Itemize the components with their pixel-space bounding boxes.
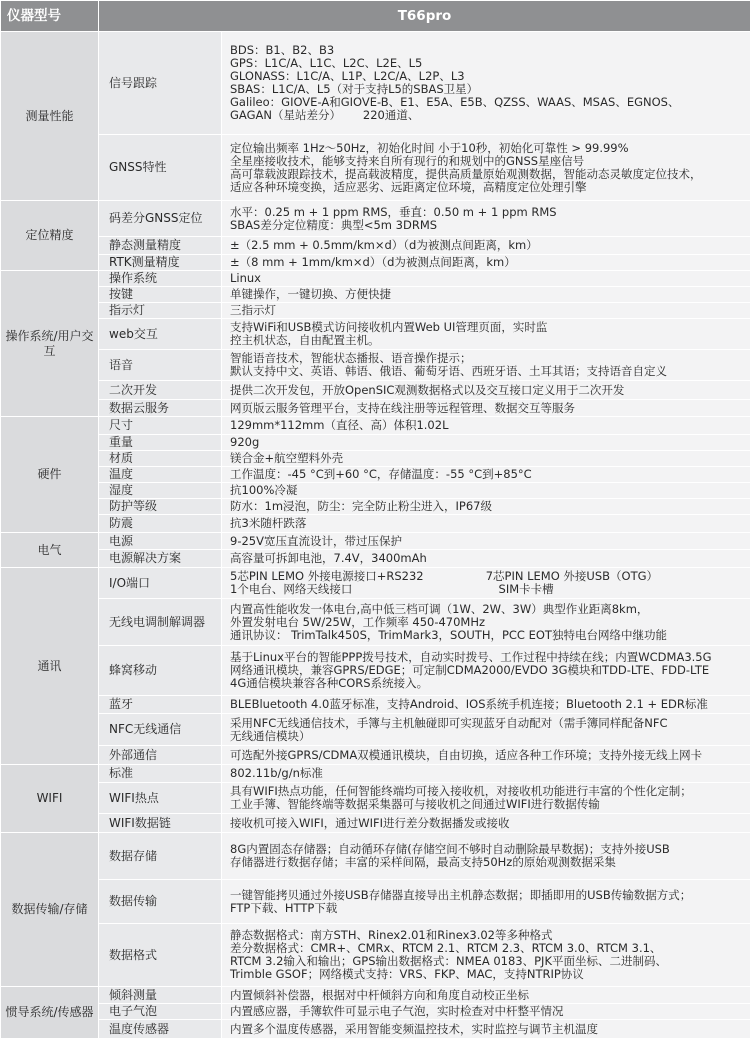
spec-value-line: 全星座接收技术，能够支持来自所有现行的和规划中的GNSS星座信号 <box>230 153 585 168</box>
spec-label: 二次开发 <box>99 381 222 400</box>
spec-value-line: 网络通讯模块，兼容GPRS/EDGE；可定制CDMA2000/EVDO 3G模块和TDD-LTE、FDD-LTE <box>230 663 710 677</box>
spec-value <box>222 746 750 765</box>
spec-value <box>222 303 750 319</box>
spec-row <box>1 435 750 451</box>
spec-value-line: 水平：0.25 m + 1 ppm RMS，垂直：0.50 m + 1 ppm RMS <box>230 204 557 219</box>
category-label: 定位精度 <box>1 201 99 271</box>
spec-value-line: 无线通信模块） <box>230 728 311 743</box>
spec-label: 标准 <box>99 765 222 783</box>
spec-value-line: 防水：1m浸泡，防尘：完全防止粉尘进入，IP67级 <box>230 499 492 513</box>
spec-row <box>1 599 750 646</box>
spec-label: 电源 <box>99 533 222 550</box>
spec-value <box>222 515 750 533</box>
spec-value-line: 存储器进行数据存储；丰富的采样间隔，最高支持50Hz的原始观测数据采集 <box>230 855 616 869</box>
spec-value <box>222 319 750 350</box>
spec-value-line: 内置感应器，手簿软件可显示电子气泡，实时检查对中杆整平情况 <box>230 1004 564 1018</box>
spec-label: 电源解决方案 <box>99 550 222 568</box>
spec-value-line: 网页版云服务管理平台，支持在线注册等远程管理、数据交互等服务 <box>230 400 575 415</box>
spec-value <box>222 499 750 515</box>
spec-row <box>1 515 750 533</box>
spec-row <box>1 499 750 515</box>
spec-value-line: 智能语音技术，智能状态播报、语音操作提示； <box>230 351 472 365</box>
spec-value <box>222 400 750 417</box>
spec-value-line: SBAS：L1C/A、L5（对于支持L5的SBAS卫星） <box>230 82 479 96</box>
spec-value <box>222 271 750 287</box>
spec-value <box>222 924 750 987</box>
spec-value-line: 单键操作，一键切换、方便快捷 <box>230 287 391 301</box>
spec-row <box>1 533 750 550</box>
spec-value <box>222 350 750 381</box>
spec-value-line: 三指示灯 <box>230 303 276 317</box>
spec-value-line: SBAS差分定位精度：典型<5m 3DRMS <box>230 217 438 232</box>
spec-value <box>222 987 750 1004</box>
spec-row <box>1 568 750 599</box>
spec-value-line: 抗100%冷凝 <box>230 483 298 497</box>
spec-value <box>222 435 750 451</box>
spec-row <box>1 287 750 303</box>
spec-label: 数据格式 <box>99 924 222 987</box>
category-label: 测量性能 <box>1 32 99 201</box>
spec-value-line: 采用NFC无线通信技术，手簿与主机触碰即可实现蓝牙自动配对（需手簿同样配备NFC <box>230 715 668 730</box>
spec-value-line: 镁合金+航空塑料外壳 <box>230 451 344 465</box>
spec-value-line: Linux <box>230 271 261 285</box>
spec-value-line: 提供二次开发包，开放OpenSIC观测数据格式以及交互接口定义用于二次开发 <box>230 382 625 397</box>
spec-value-line: 1个电台、网络天线接口 SIM卡卡槽 <box>230 582 554 596</box>
spec-row <box>1 381 750 400</box>
spec-value <box>222 1004 750 1020</box>
spec-value-line: 内置倾斜补偿器，根据对中杆倾斜方向和角度自动校正坐标 <box>230 987 529 1002</box>
spec-row <box>1 814 750 833</box>
spec-value-line: 默认支持中文、英语、韩语、俄语、葡萄牙语、西班牙语、土耳其语；支持语音自定义 <box>230 364 667 378</box>
category-label: 通讯 <box>1 568 99 765</box>
spec-value-line: 控主机状态，自由配置主机。 <box>230 333 380 347</box>
spec-value-line: 静态数据格式：南方STH、Rinex2.01和Rinex3.02等多种格式 <box>230 928 553 942</box>
spec-row <box>1 714 750 746</box>
spec-value-line: 129mm*112mm（直径、高）体积1.02L <box>230 418 449 432</box>
spec-value <box>222 135 750 201</box>
spec-row <box>1 467 750 483</box>
spec-value <box>222 783 750 814</box>
spec-value-line: Galileo：GIOVE-A和GIOVE-B、E1、E5A、E5B、QZSS、WAAS、MSAS、EGNOS、 <box>230 95 680 109</box>
spec-value-line: 工业手簿、智能终端等数据采集器可与接收机之间通过WIFI进行数据传输 <box>230 797 600 811</box>
spec-value-line: 9-25V宽压直流设计，带过压保护 <box>230 533 402 548</box>
spec-value-line: 抗3米随杆跌落 <box>230 516 307 530</box>
spec-label: 语音 <box>99 350 222 381</box>
spec-value <box>222 287 750 303</box>
spec-row <box>1 32 750 135</box>
spec-label: 电子气泡 <box>99 1004 222 1020</box>
category-label: WIFI <box>1 765 99 833</box>
spec-value-line: GAGAN（星站差分） 220通道、 <box>230 108 420 122</box>
spec-row <box>1 783 750 814</box>
header-label: 仪器型号 <box>1 1 99 32</box>
spec-row <box>1 550 750 568</box>
spec-value <box>222 483 750 499</box>
spec-label: NFC无线通信 <box>99 714 222 746</box>
spec-label: 按键 <box>99 287 222 303</box>
spec-value-line: BDS：B1、B2、B3 <box>230 43 335 57</box>
spec-row <box>1 237 750 255</box>
spec-value-line: 内置高性能收发一体电台,高中低三档可调（1W、2W、3W）典型作业距离8km， <box>230 601 649 616</box>
spec-value <box>222 833 750 880</box>
spec-row <box>1 135 750 201</box>
spec-value-line: Trimble GSOF；网络模式支持：VRS、FKP、MAC，支持NTRIP协议 <box>230 967 584 981</box>
spec-value <box>222 237 750 255</box>
spec-label: 蓝牙 <box>99 696 222 714</box>
spec-label: I/O端口 <box>99 568 222 599</box>
spec-value-line: 差分数据格式：CMR+、CMRx、RTCM 2.1、RTCM 2.3、RTCM 3.0、RTCM 3.1、 <box>230 941 662 955</box>
spec-label: WIFI热点 <box>99 783 222 814</box>
spec-value <box>222 599 750 646</box>
spec-label: 温度传感器 <box>99 1020 222 1039</box>
spec-value <box>222 451 750 467</box>
spec-label: 数据存储 <box>99 833 222 880</box>
spec-value <box>222 255 750 271</box>
spec-value <box>222 467 750 483</box>
spec-row <box>1 880 750 924</box>
spec-value-line: 具有WIFI热点功能，任何智能终端均可接入接收机，对接收机功能进行丰富的个性化定制； <box>230 784 692 798</box>
category-label: 硬件 <box>1 417 99 533</box>
spec-value-line: 适应各种环境变换，适应恶劣、远距离定位环境，高精度定位处理引擎 <box>230 179 587 194</box>
category-label: 数据传输/存储 <box>1 833 99 987</box>
spec-value-line: ±（2.5 mm + 0.5mm/km×d）（d为被测点间距离，km） <box>230 238 538 252</box>
spec-value-line: 定位输出频率 1Hz～50Hz，初始化时间 小于10秒，初始化可靠性 > 99.99% <box>230 140 629 155</box>
spec-value-line: GLONASS：L1C/A、L1P、L2C/A、L2P、L3 <box>230 69 465 83</box>
spec-value-line: RTCM 3.2输入和输出；GPS输出数据格式：NMEA 0183、PJK平面坐标、二进制码、 <box>230 954 667 968</box>
spec-label: web交互 <box>99 319 222 350</box>
spec-body <box>1 32 750 1039</box>
spec-row <box>1 696 750 714</box>
category-label: 操作系统/用户交互 <box>1 271 99 417</box>
spec-row <box>1 303 750 319</box>
spec-row <box>1 271 750 287</box>
spec-value-line: GPS：L1C/A、L1C、L2C、L2E、L5 <box>230 56 423 70</box>
spec-row <box>1 201 750 237</box>
spec-label: 静态测量精度 <box>99 237 222 255</box>
spec-row <box>1 255 750 271</box>
spec-row <box>1 417 750 435</box>
spec-row <box>1 646 750 696</box>
spec-value <box>222 32 750 135</box>
spec-value-line: BLEBluetooth 4.0蓝牙标准，支持Android、IOS系统手机连接；Bluetooth 2.1 + EDR标准 <box>230 697 708 711</box>
category-label: 电气 <box>1 533 99 568</box>
spec-value-line: 外置发射电台 5W/25W，工作频率 450-470MHz <box>230 614 486 629</box>
spec-value <box>222 765 750 783</box>
spec-value <box>222 696 750 714</box>
spec-value <box>222 714 750 746</box>
spec-label: 操作系统 <box>99 271 222 287</box>
spec-value-line: 一键智能拷贝通过外接USB存储器直接导出主机静态数据；即插即用的USB传输数据方式； <box>230 887 692 902</box>
spec-value <box>222 550 750 568</box>
spec-row <box>1 451 750 467</box>
spec-row <box>1 483 750 499</box>
spec-value-line: 920g <box>230 435 260 449</box>
spec-label: 防震 <box>99 515 222 533</box>
spec-row <box>1 350 750 381</box>
spec-label: GNSS特性 <box>99 135 222 201</box>
spec-label: 材质 <box>99 451 222 467</box>
spec-row <box>1 746 750 765</box>
spec-label: 湿度 <box>99 483 222 499</box>
spec-label: RTK测量精度 <box>99 255 222 271</box>
spec-label: 指示灯 <box>99 303 222 319</box>
spec-value-line: 工作温度：-45 °C到+60 °C，存储温度：-55 °C到+85°C <box>230 467 532 481</box>
spec-label: 尺寸 <box>99 417 222 435</box>
spec-label: WIFI数据链 <box>99 814 222 833</box>
spec-label: 防护等级 <box>99 499 222 515</box>
spec-value-line: 可选配外接GPRS/CDMA双模通讯模块，自由切换，适应各种工作环境；支持外接无线上网卡 <box>230 747 703 762</box>
spec-value <box>222 1020 750 1039</box>
spec-row <box>1 987 750 1004</box>
spec-label: 信号跟踪 <box>99 32 222 135</box>
spec-value <box>222 381 750 400</box>
spec-value <box>222 201 750 237</box>
spec-value <box>222 533 750 550</box>
spec-value <box>222 646 750 696</box>
spec-value-line: FTP下载、HTTP下载 <box>230 900 338 915</box>
spec-value-line: 8G内置固态存储器；自动循环存储(存储空间不够时自动删除最早数据)；支持外接USB <box>230 842 670 856</box>
spec-label: 外部通信 <box>99 746 222 765</box>
spec-label: 数据云服务 <box>99 400 222 417</box>
spec-value-line: 内置多个温度传感器，采用智能变频温控技术，实时监控与调节主机温度 <box>230 1021 598 1036</box>
spec-value-line: 高容量可拆卸电池，7.4V，3400mAh <box>230 551 427 565</box>
spec-row <box>1 319 750 350</box>
spec-value <box>222 814 750 833</box>
spec-row <box>1 1020 750 1039</box>
spec-row <box>1 924 750 987</box>
spec-value-line: 接收机可接入WIFI，通过WIFI进行差分数据播发或接收 <box>230 815 510 830</box>
spec-label: 温度 <box>99 467 222 483</box>
model-name: T66pro <box>99 1 750 32</box>
spec-value-line: 通讯协议： TrimTalk450S，TrimMark3，SOUTH，PCC EOT独特电台网络中继功能 <box>230 627 667 642</box>
spec-value <box>222 417 750 435</box>
spec-row <box>1 765 750 783</box>
spec-value <box>222 880 750 924</box>
spec-label: 倾斜测量 <box>99 987 222 1004</box>
spec-value-line: 802.11b/g/n标准 <box>230 766 323 780</box>
spec-label: 重量 <box>99 435 222 451</box>
spec-row <box>1 1004 750 1020</box>
spec-value-line: ±（8 mm + 1mm/km×d）（d为被测点间距离，km） <box>230 255 516 269</box>
spec-value-line: 基于Linux平台的智能PPP拨号技术，自动实时拨号、工作过程中持续在线；内置WCDMA3.5G <box>230 650 712 664</box>
spec-value-line: 5芯PIN LEMO 外接电源接口+RS232 7芯PIN LEMO 外接USB（OTG） <box>230 569 659 583</box>
spec-value-line: 4G通信模块兼容各种CORS系统接入。 <box>230 676 429 690</box>
spec-label: 数据传输 <box>99 880 222 924</box>
header-row <box>1 1 750 32</box>
spec-label: 无线电调制解调器 <box>99 599 222 646</box>
spec-value-line: 高可靠载波跟踪技术，提高载波精度，提供高质量原始观测数据，智能动态灵敏度定位技术， <box>230 166 702 181</box>
spec-row <box>1 400 750 417</box>
category-label: 惯导系统/传感器 <box>1 987 99 1039</box>
spec-label: 码差分GNSS定位 <box>99 201 222 237</box>
spec-row <box>1 833 750 880</box>
spec-value-line: 支持WiFi和USB模式访问接收机内置Web UI管理页面，实时监 <box>230 320 548 334</box>
spec-label: 蜂窝移动 <box>99 646 222 696</box>
spec-value <box>222 568 750 599</box>
